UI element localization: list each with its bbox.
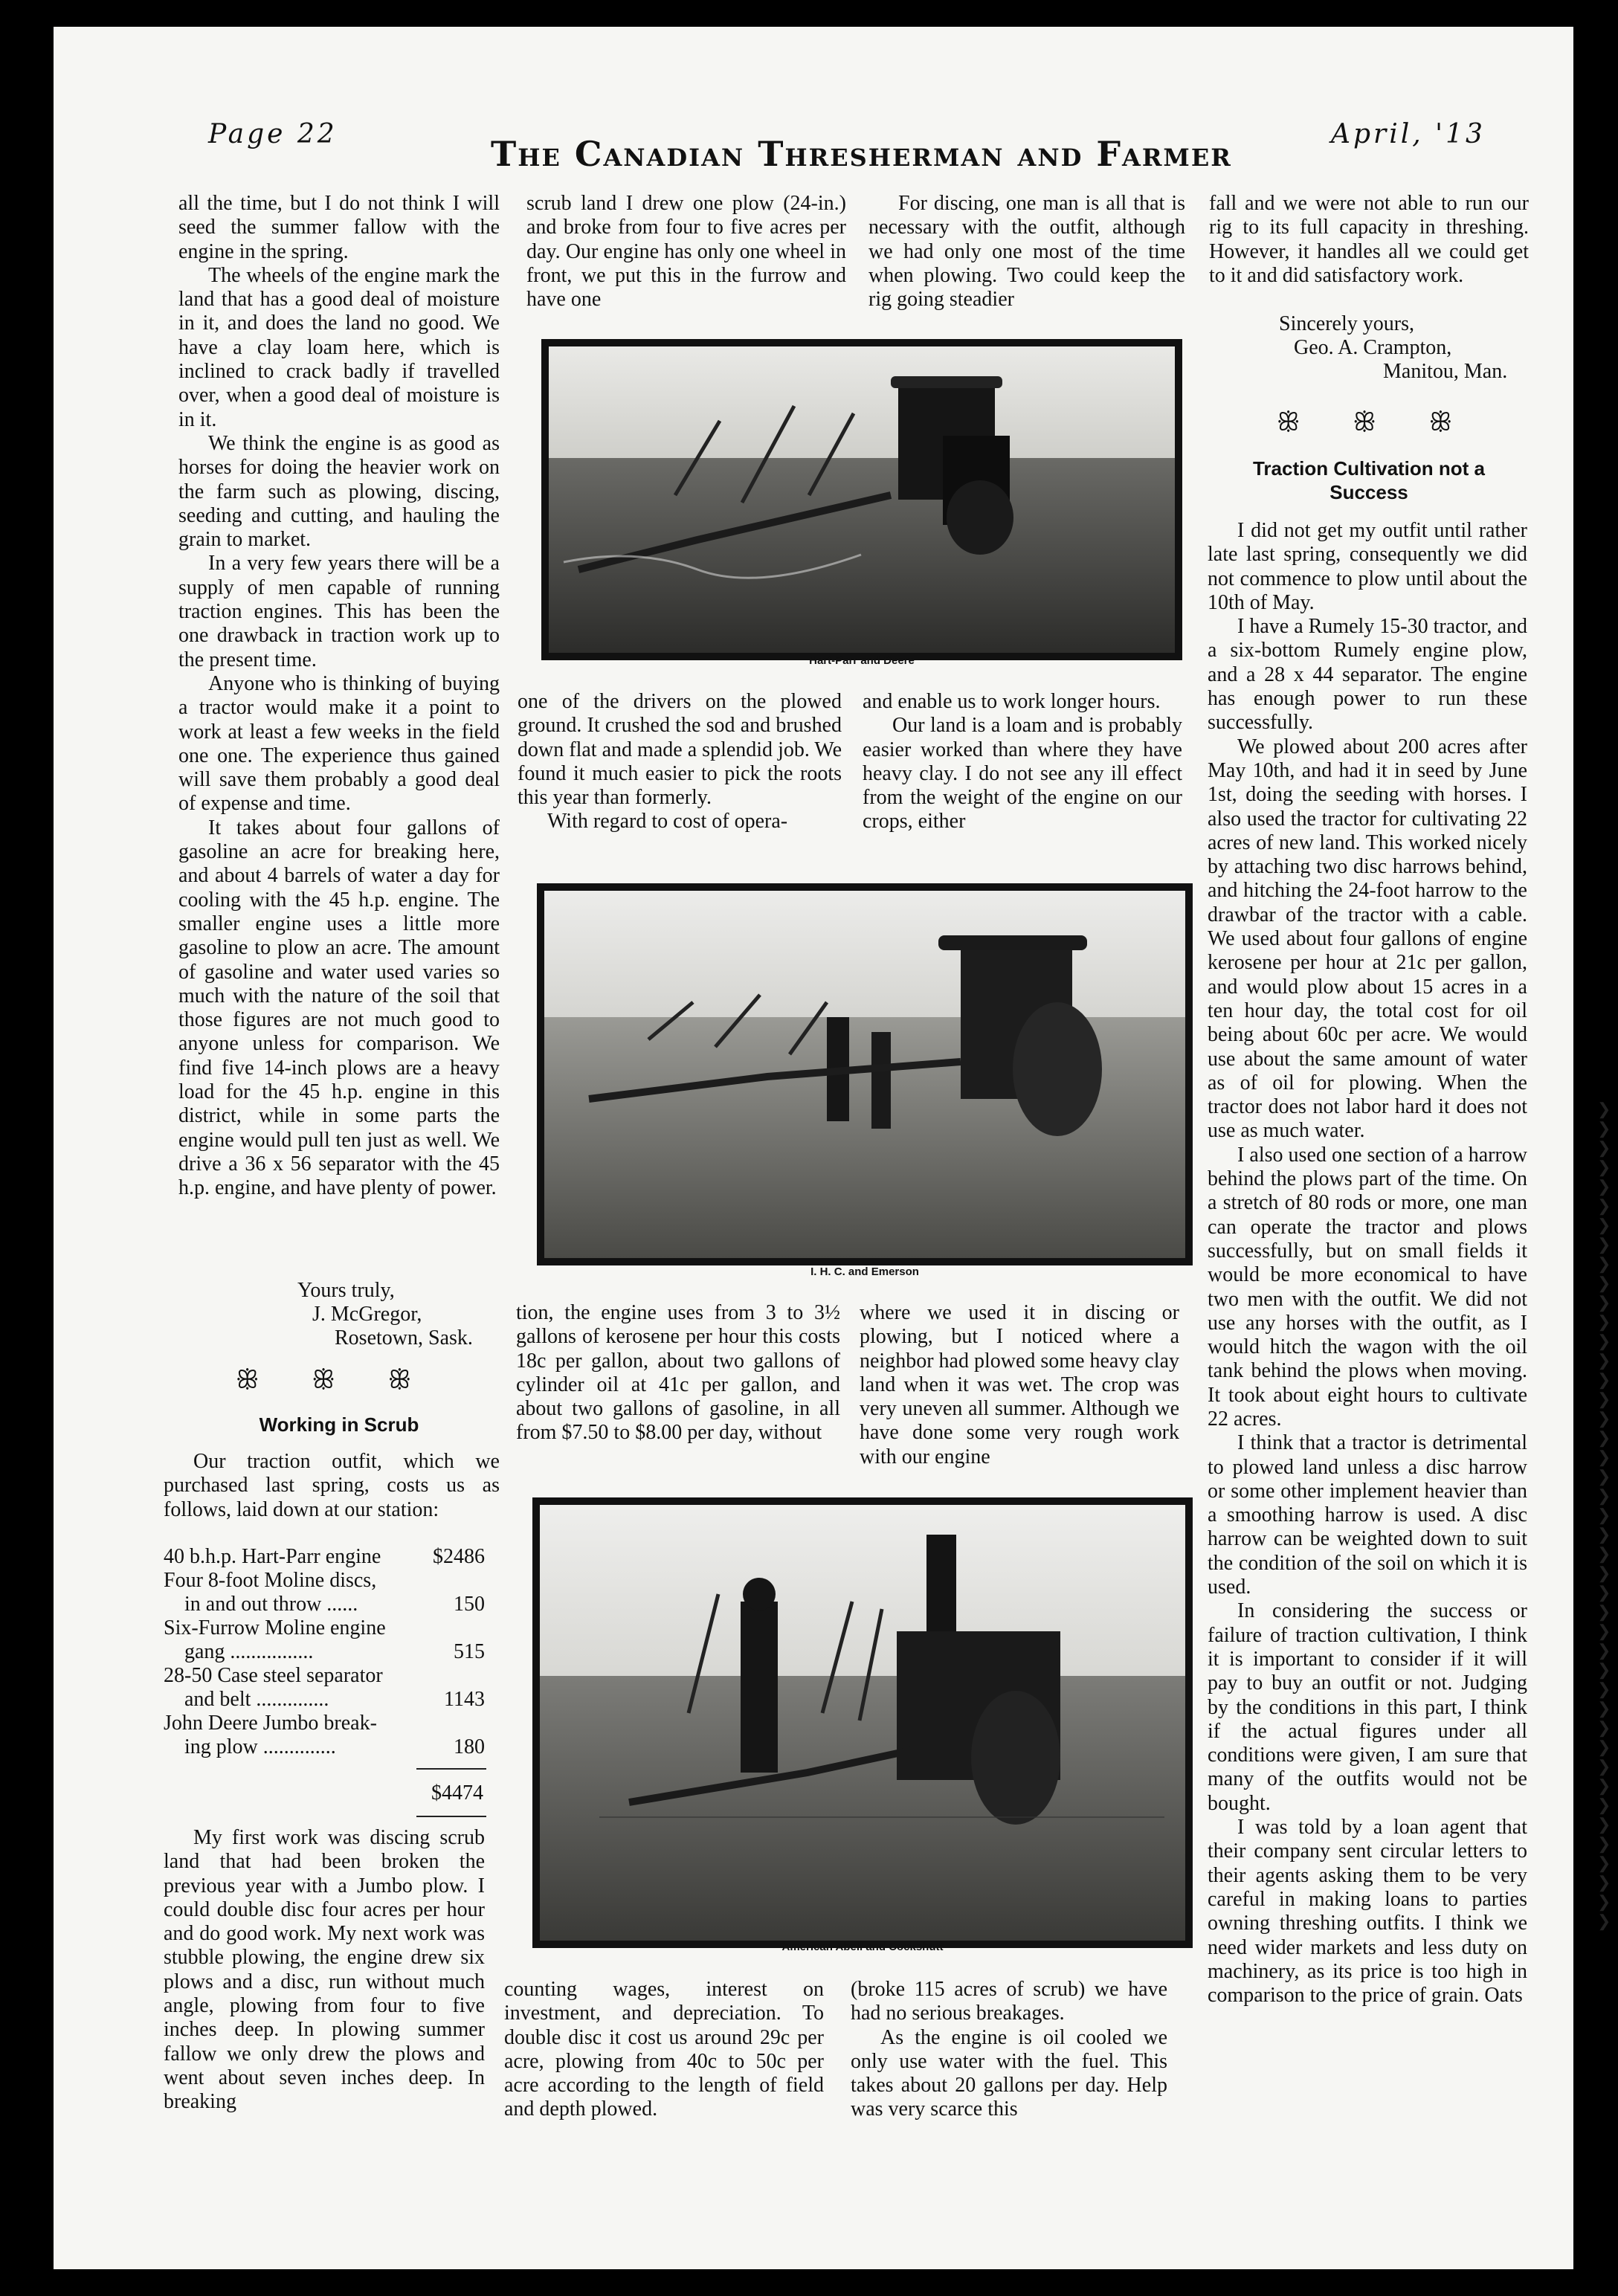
paragraph: For discing, one man is all that is necessary with the outfit, although we had only one most of the time when plowing. Two could keep the rig going steadier — [868, 192, 1185, 312]
item-name: Four 8-foot Moline discs, — [164, 1569, 377, 1592]
paragraph: I did not get my outfit until rather late last spring, consequently we did not commence to plow until about the 10th of May. — [1208, 519, 1527, 614]
column-1-text — [178, 192, 500, 1200]
column-2-mid — [518, 690, 842, 834]
paragraph: (broke 115 acres of scrub) we have had no serious breakages. — [851, 1978, 1167, 2025]
cost-row — [164, 1545, 485, 1569]
cost-row — [164, 1664, 485, 1688]
paragraph: Our traction outfit, which we purchased last spring, costs us as follows, laid down at our station: — [164, 1450, 500, 1521]
paragraph: I was told by a loan agent that their company sent circular letters to their agents asking them to be very careful in making loans to parties owning threshing outfits. I think we need wider markets and less duty on machinery, as its price is too high in comparison to the price of grain. Oats — [1208, 1816, 1527, 2008]
column-3-low — [860, 1301, 1179, 1469]
cost-row — [164, 1712, 485, 1735]
paragraph: I think that a tractor is detrimental to plowed land unless a disc harrow or some other implement heavier than a smoothing harrow is used. A disc harrow can be weighted down to suit the condition of the soil on which it is used. — [1208, 1431, 1527, 1599]
paragraph: and enable us to work longer hours. — [863, 690, 1161, 713]
cost-row — [164, 1735, 485, 1759]
paragraph: In considering the success or failure of traction cultivation, I think it is important to consider if it will pay to buy an outfit or not. Judging by the conditions in this part, I think if the actual figures under all conditions were given, I am sure that many of the outfits would not be bought. — [1208, 1599, 1527, 1815]
photo-hart-parr-deere — [541, 339, 1182, 660]
item-name: 28-50 Case steel separator — [164, 1664, 383, 1687]
item-name-cont: in and out throw ...... — [184, 1593, 358, 1616]
column-3-top — [868, 192, 1185, 312]
paragraph: Anyone who is thinking of buying a tractor would make it a point to work at least a few weeks in the field one one. The experience thus gained will save them probably a good deal of expense and time. — [178, 671, 500, 816]
total-rule — [416, 1816, 486, 1817]
paragraph: I also used one section of a harrow behind the plows part of the time. On a stretch of 80 rods or more, one man can operate the tractor and plows successfully, but on small fields it would be more economical to have two men with the outfit. We did not use any horses with the outfit, as I would hitch the wagon with the oil tank behind the plows when moving. It took about eight hours to cultivate 22 acres. — [1208, 1143, 1527, 1431]
section-ornament: ꕥ ꕥ ꕥ — [1276, 407, 1475, 437]
column-3-mid — [863, 690, 1182, 834]
paragraph: fall and we were not able to run our rig to its full capacity in threshing. However, it handles all we could get to it and did satisfactory work. — [1209, 192, 1529, 287]
column-2-bottom — [504, 1978, 824, 2122]
column-2-low — [516, 1301, 840, 1445]
paragraph: one of the drivers on the plowed ground. It crushed the sod and brushed down flat and made a splendid job. We found it much easier to pick the roots this year than formerly. — [518, 690, 842, 810]
paragraph: We plowed about 200 acres after May 10th, and had it in seed by June 1st, doing the seeding with horses. I also used the tractor for cultivating 22 acres of new land. This worked nicely by attaching two disc harrows behind, and hitching the 24-foot harrow to the drawbar of the tractor with a cable. We used about four gallons of engine kerosene per hour at 21c per gallon, and would plow about 15 acres in a ten hour day, the total cost for oil being about 60c per acre. We would use about the same amount of water as of oil for plowing. When the tractor does not labor hard it does not use as much water. — [1208, 735, 1527, 1143]
column-4-top — [1209, 192, 1529, 288]
item-amount: 150 — [454, 1593, 485, 1616]
column-4-body — [1208, 519, 1527, 2008]
tractor-photo-image — [540, 1505, 1185, 1941]
photo-caption: American Abell and Cockshutt — [781, 1941, 944, 1953]
paragraph: scrub land I drew one plow (24-in.) and broke from four to five acres per day. Our engine has only one wheel in front, we put this in the furrow and have one — [526, 192, 846, 312]
item-name: 40 b.h.p. Hart-Parr engine — [164, 1545, 381, 1568]
cost-table — [164, 1545, 485, 1759]
item-name-cont: gang ................ — [184, 1640, 314, 1663]
paragraph: As the engine is oil cooled we only use water with the fuel. This takes about 20 gallons per day. Help was very scarce this — [851, 2025, 1167, 2121]
signature-name: Geo. A. Crampton, — [1294, 336, 1452, 359]
scan-edge-mark: ❯ ❯ ❯ ❯ ❯ ❯ ❯ ❯ ❯ ❯ ❯ ❯ ❯ ❯ ❯ ❯ ❯ ❯ ❯ ❯ ❯ ❯ ❯ ❯ ❯ ❯ ❯ ❯ ❯ ❯ ❯ ❯ ❯ ❯ ❯ ❯ ❯ ❯ ❯ ❯ ❯ ❯ ❯ — [1597, 1100, 1611, 1931]
paragraph: The wheels of the engine mark the land that has a good deal of moisture in it, and does the land no good. We have a clay loam here, which is inclined to crack badly if travelled over, when a good deal of moisture is in it. — [178, 263, 500, 431]
issue-date: April, '13 — [1331, 119, 1486, 149]
column-3-bottom — [851, 1978, 1167, 2122]
item-amount: 515 — [454, 1640, 485, 1663]
cost-total: $4474 — [431, 1781, 483, 1805]
paragraph: where we used it in discing or plowing, but I noticed where a neighbor had plowed some heavy clay land when it was wet. The crop was very uneven all summer. Although we have done some very rough work with our engine — [860, 1301, 1179, 1468]
cost-row — [164, 1688, 485, 1712]
page-number: Page 22 — [208, 119, 338, 149]
cost-row — [164, 1569, 485, 1593]
total-rule — [416, 1768, 486, 1770]
section-heading: Working in Scrub — [259, 1413, 419, 1436]
tractor-photo-image — [544, 891, 1185, 1258]
section-ornament: ꕥ ꕥ ꕥ — [235, 1365, 434, 1395]
paragraph: It takes about four gallons of gasoline an acre for breaking here, and about 4 barrels of water a day for cooling with the 45 h.p. engine. The smaller engine uses a little more gasoline to plow an acre. The amount of gasoline and water used varies so much with the nature of the soil that those figures are not much good to anyone unless for comparison. We find five 14-inch plows are a heavy load for the 45 h.p. engine in this district, while in some parts the engine would pull ten just as well. We drive a 36 x 56 separator with the 45 h.p. engine, and have plenty of power. — [178, 816, 500, 1200]
paragraph: Our land is a loam and is probably easier worked than where they have heavy clay. I do not see any ill effect from the weight of the engine on our crops, either — [863, 714, 1182, 833]
paragraph: My first work was discing scrub land that had been broken the previous year with a Jumbo plow. I could double disc four acres per hour and do good work. My next work was stubble plowing, the engine drew six plows and a disc, run without much angle, plowing from four to five inches deep. In plowing summer fallow we only drew the plows and went about seven inches deep. In breaking — [164, 1826, 485, 2114]
signature-close: Sincerely yours, — [1279, 312, 1414, 335]
item-name: John Deere Jumbo break- — [164, 1712, 377, 1735]
column-2-top — [526, 192, 846, 312]
paragraph: counting wages, interest on investment, and depreciation. To double disc it cost us around 29c per acre, plowing from 40c to 50c per acre according to the length of field and depth plowed. — [504, 1978, 824, 2121]
signature-name: J. McGregor, — [312, 1303, 422, 1326]
paragraph: We think the engine is as good as horses for doing the heavier work on the farm such as plowing, discing, seeding and cutting, and hauling the grain to market. — [178, 431, 500, 552]
section-heading-cont: Success — [1329, 481, 1408, 503]
item-name-cont: ing plow .............. — [184, 1735, 336, 1758]
cost-row — [164, 1616, 485, 1640]
cost-row — [164, 1593, 485, 1616]
paragraph: In a very few years there will be a supply of men capable of running traction engines. This has been the one drawback in traction work up to the present time. — [178, 552, 500, 671]
photo-caption: Hart-Parr and Deere — [809, 654, 915, 667]
column-1-bottom — [164, 1826, 485, 2115]
item-amount: 1143 — [444, 1688, 485, 1711]
paragraph: With regard to cost of opera- — [547, 810, 788, 833]
paragraph: tion, the engine uses from 3 to 3½ gallons of kerosene per hour this costs 18c per gallon, about two gallons of cylinder oil at 41c per gallon, and about two gallons of gasoline, in all from $7.50 to $8.00 per day, without — [516, 1301, 840, 1445]
signature-place: Manitou, Man. — [1383, 360, 1508, 383]
item-amount: 180 — [454, 1735, 485, 1758]
intro-text — [164, 1450, 500, 1522]
cost-row — [164, 1640, 485, 1664]
item-amount: $2486 — [433, 1545, 485, 1568]
tractor-photo-image — [549, 346, 1175, 653]
photo-ihc-emerson — [537, 883, 1193, 1265]
paragraph: I have a Rumely 15-30 tractor, and a six-bottom Rumely engine plow, and a 28 x 44 separator. The engine has enough power to run these successfully. — [1208, 615, 1527, 735]
signature-close: Yours truly, — [297, 1279, 395, 1302]
photo-caption: I. H. C. and Emerson — [810, 1265, 919, 1278]
item-name-cont: and belt .............. — [184, 1688, 329, 1711]
paragraph: all the time, but I do not think I will seed the summer fallow with the engine in the spring. — [178, 192, 500, 263]
signature-place: Rosetown, Sask. — [335, 1326, 473, 1349]
masthead: The Canadian Thresherman and Farmer — [491, 134, 1232, 174]
section-heading: Traction Cultivation not a — [1252, 457, 1485, 480]
photo-american-abell-cockshutt — [532, 1497, 1193, 1948]
item-name: Six-Furrow Moline engine — [164, 1616, 386, 1639]
